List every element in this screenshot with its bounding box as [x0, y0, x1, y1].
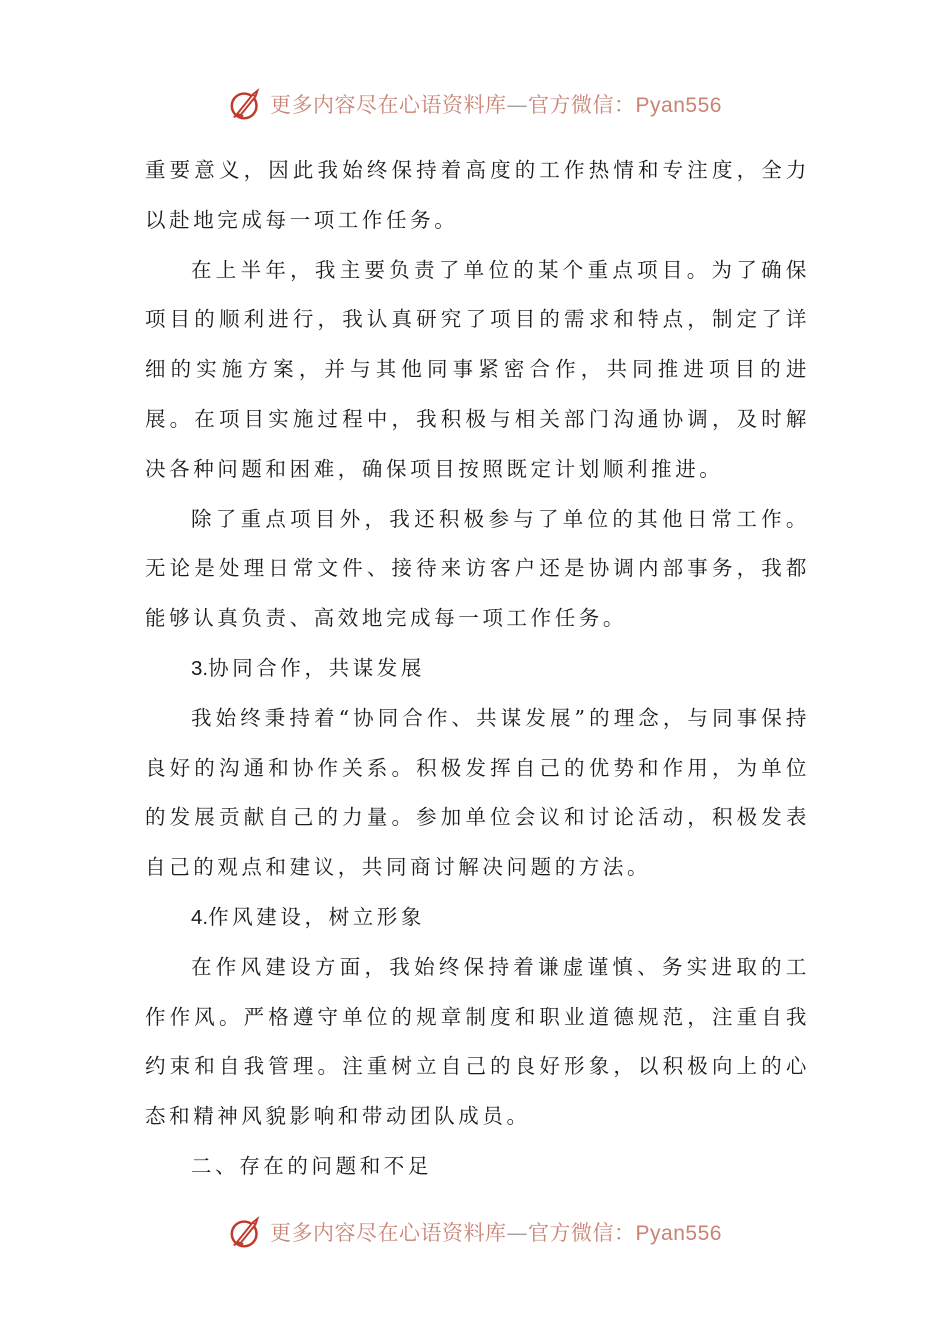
watermark-site-text: 更多内容尽在心语资料库	[270, 93, 507, 117]
section-heading-3	[145, 644, 810, 694]
section-heading-4	[145, 893, 810, 943]
paragraph-3: 除了重点项目外，我还积极参与了单位的其他日常工作。无论是处理日常文件、接待来访客户还是协调内部事务，我都能够认真负责、高效地完成每一项工作任务。	[145, 506, 810, 631]
heading-4-number: 4.	[191, 905, 209, 929]
watermark-wechat-label-bottom: 官方微信：	[528, 1221, 636, 1245]
watermark-wechat-label: 官方微信：	[528, 93, 636, 117]
paragraph-1: 重要意义，因此我始终保持着高度的工作热情和专注度，全力以赴地完成每一项工作任务。	[145, 158, 810, 232]
watermark-dash: —	[506, 93, 529, 117]
pen-nib-circle-icon	[228, 85, 266, 123]
document-body	[145, 146, 810, 1192]
watermark-wechat-id: Pyan556	[635, 94, 722, 117]
heading-4-text: 作风建设，树立形象	[208, 904, 426, 929]
watermark-text	[270, 89, 722, 119]
footer-watermark	[0, 1210, 950, 1254]
watermark-text-bottom	[270, 1217, 722, 1247]
section-heading-2: 二、存在的问题和不足	[191, 1153, 432, 1178]
header-watermark	[0, 82, 950, 126]
watermark-group	[228, 85, 722, 123]
pen-nib-circle-icon	[228, 1213, 266, 1251]
watermark-group-bottom	[228, 1213, 722, 1251]
paragraph-5: 在作风建设方面，我始终保持着谦虚谨慎、务实进取的工作作风。严格遵守单位的规章制度和职业道德规范，注重自我约束和自我管理。注重树立自己的良好形象，以积极向上的心态和精神风貌影响和带动团队成员。	[145, 954, 810, 1129]
watermark-site-text-bottom: 更多内容尽在心语资料库	[270, 1221, 507, 1245]
watermark-dash-bottom: —	[506, 1221, 529, 1245]
paragraph-2: 在上半年，我主要负责了单位的某个重点项目。为了确保项目的顺利进行，我认真研究了项目的需求和特点，制定了详细的实施方案，并与其他同事紧密合作，共同推进项目的进展。在项目实施过程中，我积极与相关部门沟通协调，及时解决各种问题和困难，确保项目按照既定计划顺利推进。	[145, 257, 810, 481]
watermark-wechat-id-bottom: Pyan556	[635, 1222, 722, 1245]
heading-3-text: 协同合作，共谋发展	[208, 655, 426, 680]
heading-3-number: 3.	[191, 656, 209, 680]
paragraph-4: 我始终秉持着“协同合作、共谋发展”的理念，与同事保持良好的沟通和协作关系。积极发挥自己的优势和作用，为单位的发展贡献自己的力量。参加单位会议和讨论活动，积极发表自己的观点和建议，共同商讨解决问题的方法。	[145, 705, 810, 880]
